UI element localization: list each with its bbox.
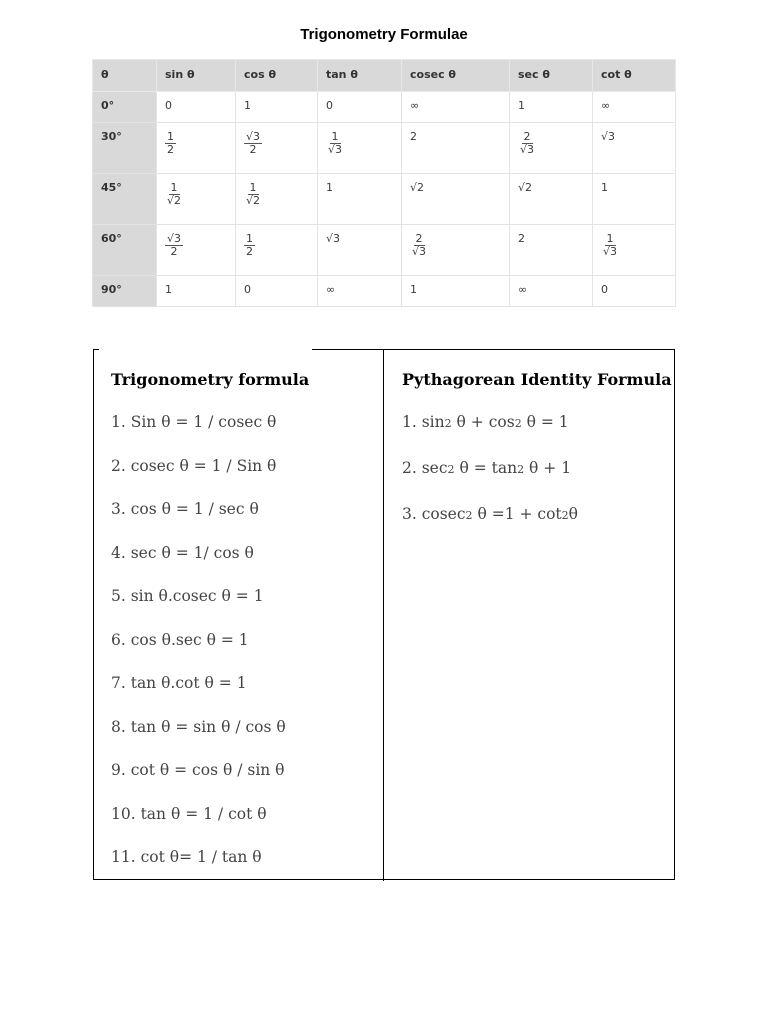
fraction-numerator: √3 [246,130,261,143]
fraction-denominator: √3 [328,143,343,157]
value-cell: 0 [157,92,236,123]
value-cell: 0 [593,276,676,307]
exponent-text: 2 [517,463,525,476]
value-cell: ∞ [593,92,676,123]
fraction-denominator: 2 [246,245,253,259]
value-cell: √3 [593,123,676,174]
value-cell: 1 [318,174,402,225]
exponent-text: 2 [444,417,452,430]
fraction-numerator: 2 [523,130,531,143]
fraction-numerator: 1 [170,181,178,194]
formula-text: θ =1 + cot [472,505,562,523]
exponent-text: 2 [514,417,522,430]
table-header-row [93,60,676,92]
value-cell [157,174,236,225]
fraction-denominator: √3 [520,143,535,157]
fraction-numerator: 1 [249,181,257,194]
fraction-numerator: 2 [415,232,423,245]
value-cell: ∞ [510,276,593,307]
pythagorean-formula-item [402,459,571,477]
trig-formula-item: 10. tan θ = 1 / cot θ [111,805,267,823]
box-border-segment [312,349,674,350]
column-divider [383,349,384,881]
trig-formula-item: 4. sec θ = 1/ cos θ [111,544,254,562]
value-cell: ∞ [402,92,510,123]
exponent-text: 2 [561,509,569,522]
box-border-segment [93,349,99,350]
value-cell: 0 [236,276,318,307]
value-cell [157,225,236,276]
column-header: sec θ [510,60,593,92]
value-cell: 1 [593,174,676,225]
trig-formula-item: 1. Sin θ = 1 / cosec θ [111,413,277,431]
fraction-numerator: 1 [331,130,339,143]
formula-text: θ + cos [451,413,515,431]
trig-formula-heading: Trigonometry formula [111,370,310,389]
formula-text: 2. sec [402,459,448,477]
fraction-denominator: √3 [603,245,618,259]
angle-cell: 30° [93,123,157,174]
value-cell: 0 [318,92,402,123]
trig-formula-item: 3. cos θ = 1 / sec θ [111,500,259,518]
value-cell [236,225,318,276]
trig-formula-item: 11. cot θ= 1 / tan θ [111,848,262,866]
fraction-denominator: 2 [170,245,178,259]
trig-values-table [92,59,676,307]
fraction [410,233,428,258]
column-header: cosec θ [402,60,510,92]
column-header: cot θ [593,60,676,92]
pythagorean-formula-item [402,413,569,431]
column-header: tan θ [318,60,402,92]
exponent-text: 2 [447,463,455,476]
formula-text: θ = 1 [521,413,569,431]
value-cell [236,123,318,174]
fraction [244,233,255,258]
trig-formula-item: 2. cosec θ = 1 / Sin θ [111,457,277,475]
table-row [93,92,676,123]
value-cell: 1 [510,92,593,123]
column-header: cos θ [236,60,318,92]
trig-formula-item: 8. tan θ = sin θ / cos θ [111,718,286,736]
fraction-denominator: √2 [167,194,182,208]
value-cell [402,225,510,276]
value-cell: √2 [510,174,593,225]
angle-cell: 0° [93,92,157,123]
value-cell: 2 [402,123,510,174]
angle-cell: 60° [93,225,157,276]
value-cell [510,123,593,174]
fraction [165,182,183,207]
value-cell: √3 [318,225,402,276]
column-header: sin θ [157,60,236,92]
value-cell [157,123,236,174]
value-cell: √2 [402,174,510,225]
fraction [244,131,262,156]
page-title: Trigonometry Formulae [300,26,468,43]
angle-cell: 45° [93,174,157,225]
formula-text: 3. cosec [402,505,466,523]
exponent-text: 2 [465,509,473,522]
formula-text: θ + 1 [524,459,572,477]
trig-formula-item: 5. sin θ.cosec θ = 1 [111,587,264,605]
column-header: θ [93,60,157,92]
angle-cell: 90° [93,276,157,307]
table-row [93,174,676,225]
value-cell: 1 [236,92,318,123]
pythagorean-formula-item [402,505,578,523]
value-cell: ∞ [318,276,402,307]
fraction-denominator: √3 [412,245,427,259]
value-cell [236,174,318,225]
fraction-numerator: 1 [246,232,253,245]
formula-text: θ = tan [454,459,518,477]
table-row [93,123,676,174]
value-cell: 1 [402,276,510,307]
fraction-denominator: 2 [249,143,257,157]
fraction [326,131,344,156]
formula-text: θ [568,505,579,523]
fraction [165,233,183,258]
table-row [93,276,676,307]
value-cell: 1 [157,276,236,307]
fraction-denominator: √2 [246,194,261,208]
trig-formula-item: 6. cos θ.sec θ = 1 [111,631,249,649]
fraction [518,131,536,156]
value-cell [318,123,402,174]
trig-formula-item: 9. cot θ = cos θ / sin θ [111,761,285,779]
pythagorean-heading: Pythagorean Identity Formula [402,370,672,389]
value-cell: 2 [510,225,593,276]
fraction [244,182,262,207]
fraction [601,233,619,258]
table-row [93,225,676,276]
fraction-numerator: 1 [606,232,614,245]
value-cell [593,225,676,276]
fraction [165,131,176,156]
fraction-denominator: 2 [167,143,174,157]
fraction-numerator: √3 [167,232,182,245]
fraction-numerator: 1 [167,130,174,143]
trig-formula-item: 7. tan θ.cot θ = 1 [111,674,247,692]
formula-text: 1. sin [402,413,445,431]
